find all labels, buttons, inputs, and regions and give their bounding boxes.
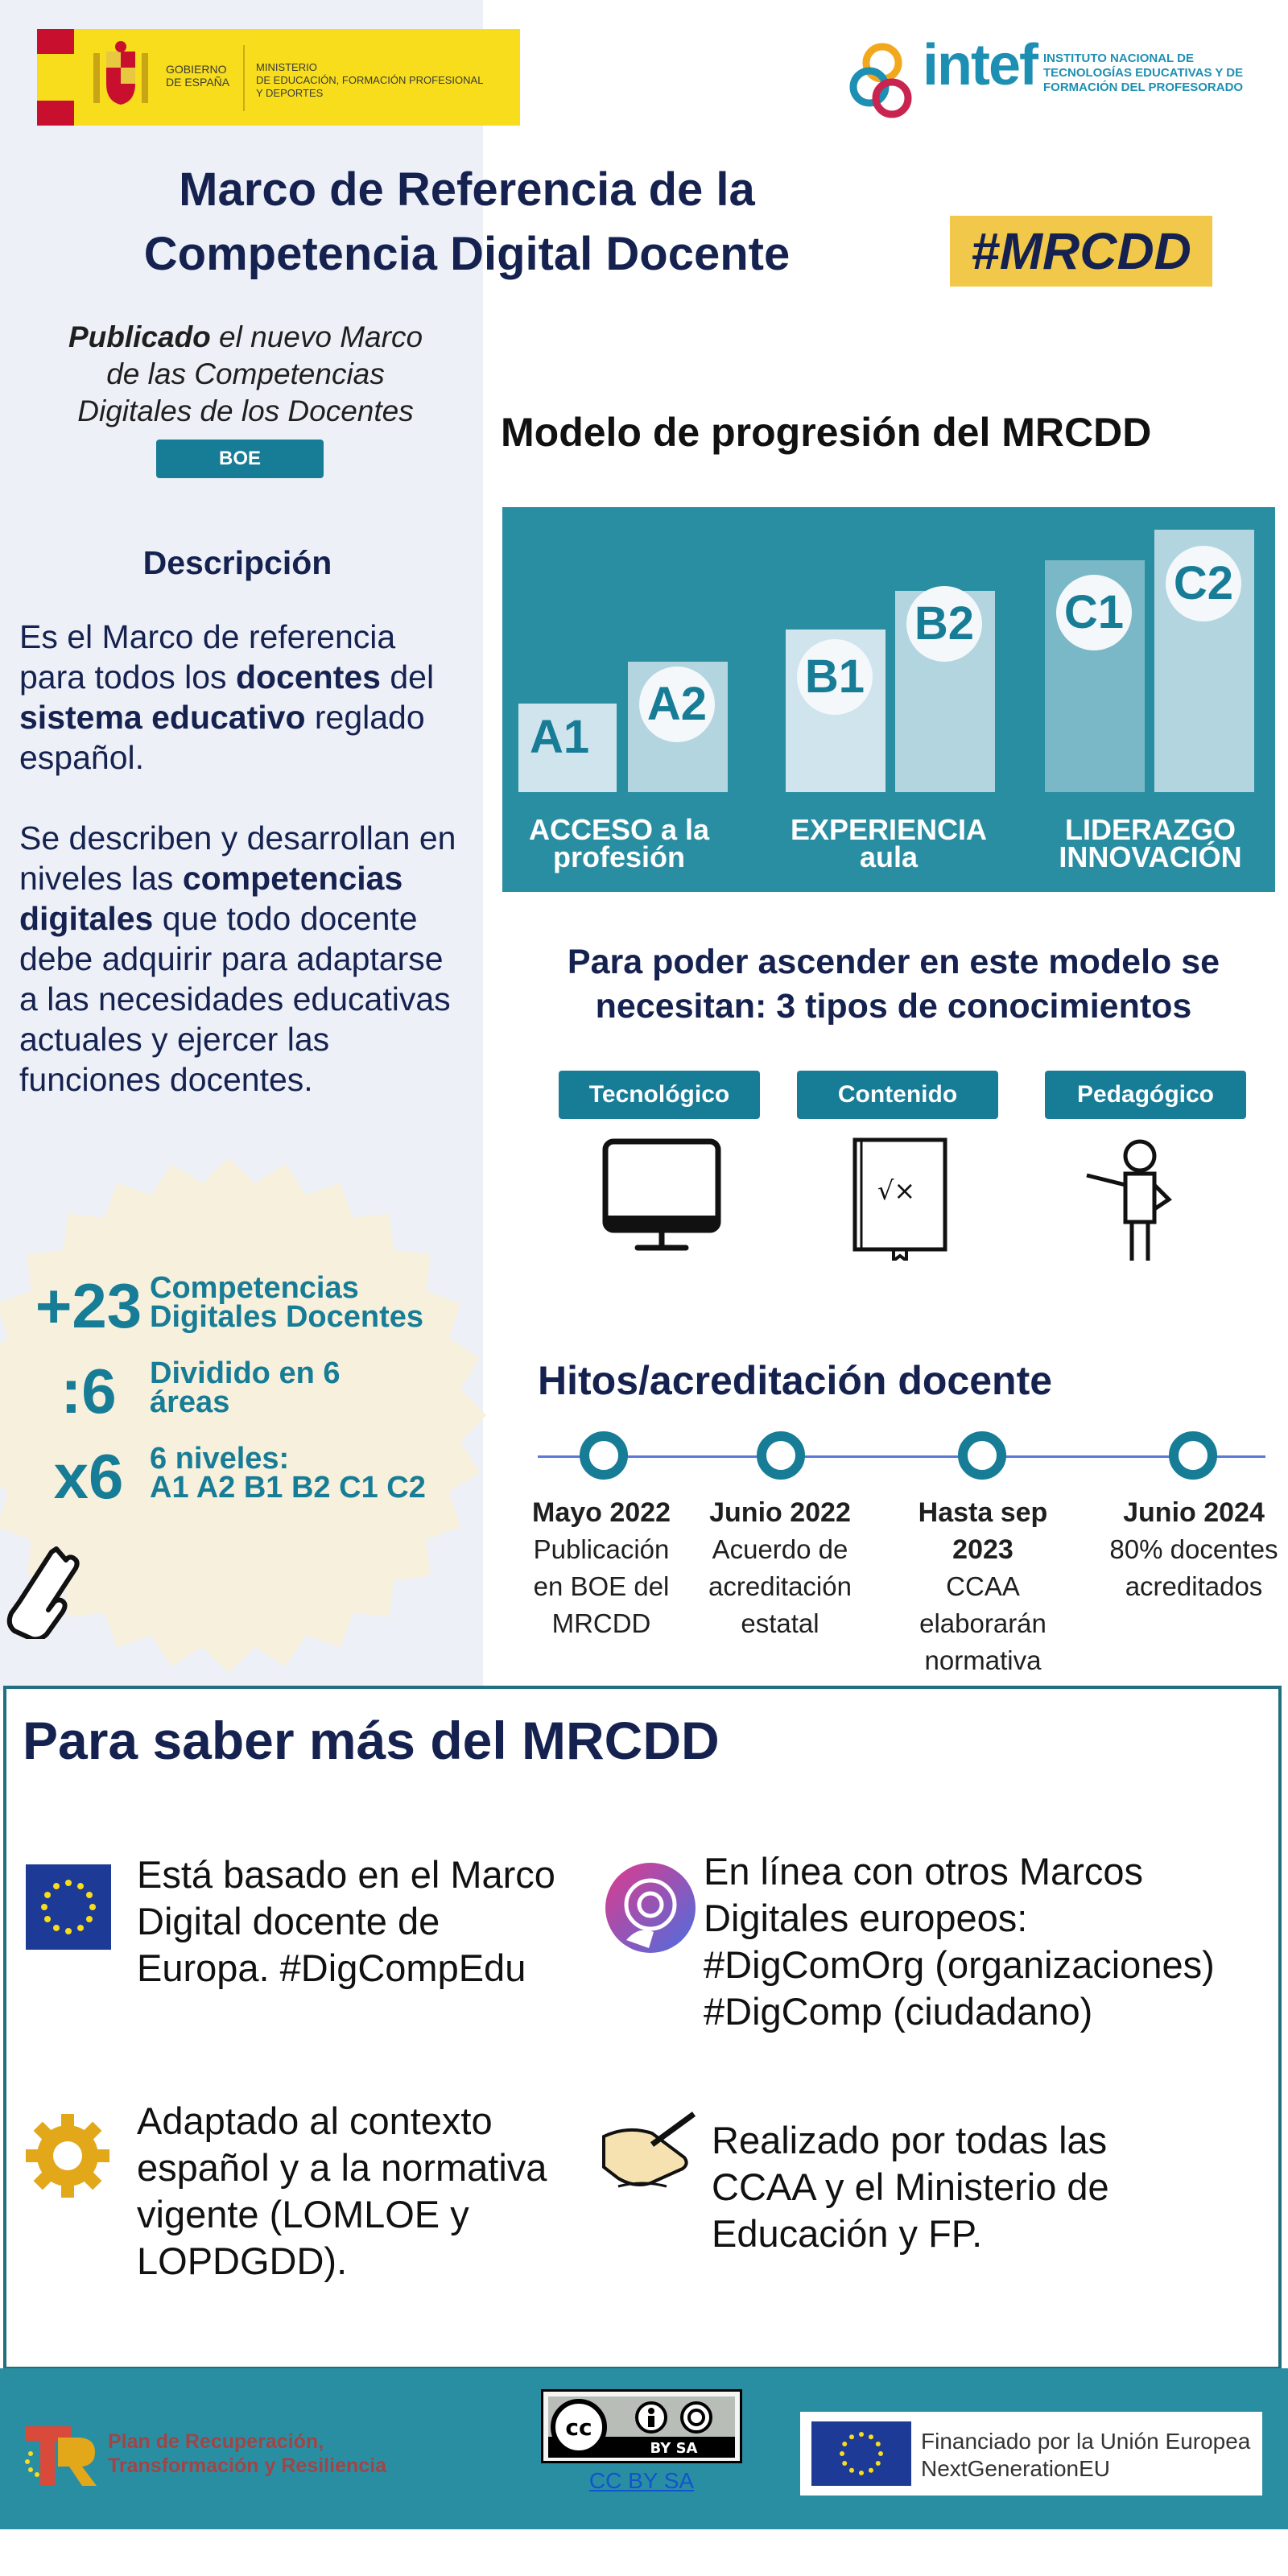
stat-niveles: x6 6 niveles: A1 A2 B1 B2 C1 C2 <box>53 1441 426 1512</box>
eu-funding-logo <box>800 2412 1262 2496</box>
cc-license-link[interactable]: CC BY SA <box>588 2468 695 2493</box>
gear-icon <box>23 2111 113 2201</box>
description-heading: Descripción <box>142 544 332 581</box>
timeline-dot <box>1169 1431 1217 1480</box>
level-b1-badge: B1 <box>797 639 873 715</box>
chip-pedagogico: Pedagógico <box>1045 1071 1246 1119</box>
intef-logo-icon <box>845 40 918 121</box>
coat-of-arms-icon <box>89 40 153 114</box>
level-b2-badge: B2 <box>906 586 982 662</box>
progression-chart <box>502 507 1275 892</box>
info-item-normativa: Adaptado al contexto español y a la normativa vigente (LOMLOE y LOPDGDD). <box>137 2099 547 2282</box>
ministry-label: MINISTERIO DE EDUCACIÓN, FORMACIÓN PROFESIONAL Y DEPORTES <box>256 61 484 99</box>
group-liderazgo-label: LIDERAZGO INNOVACIÓN <box>1059 813 1242 873</box>
svg-text:BY SA: BY SA <box>650 2440 698 2457</box>
logo-divider <box>243 45 245 111</box>
milestone-item: Hasta sep 2023 CCAA elaborarán normativa <box>918 1497 1048 1675</box>
teacher-figure-icon <box>1075 1135 1188 1264</box>
info-item-digcompedu: Está basado en el Marco Digital docente de Europa. #DigCompEdu <box>137 1853 555 1989</box>
intef-wordmark: intef <box>923 33 1037 97</box>
spain-flag-icon <box>37 29 74 126</box>
timeline-dot <box>580 1431 628 1480</box>
monitor-icon <box>597 1135 726 1256</box>
boe-button[interactable]: BOE <box>156 440 324 478</box>
level-c2-badge: C2 <box>1166 546 1241 621</box>
progression-heading: Modelo de progresión del MRCDD <box>501 410 1152 455</box>
group-experiencia-label: EXPERIENCIA aula <box>790 813 988 873</box>
signing-hand-icon <box>599 2109 704 2190</box>
level-a1-label: A1 <box>530 711 590 763</box>
page-title: Marco de Referencia de la Competencia Digital Docente <box>143 163 791 280</box>
info-item-ccaa: Realizado por todas las CCAA y el Ministerio de Educación y FP. <box>712 2119 1109 2255</box>
more-info-heading: Para saber más del MRCDD <box>23 1711 720 1770</box>
recovery-plan-logo-icon <box>21 2421 101 2489</box>
cc-license-badge <box>541 2389 742 2463</box>
milestones-heading: Hitos/acreditación docente <box>538 1358 1053 1403</box>
timeline-dot <box>958 1431 1006 1480</box>
government-logo <box>37 29 520 126</box>
timeline-line <box>538 1455 1265 1458</box>
hashtag-badge: #MRCDD <box>950 216 1212 287</box>
publication-notice: Publicado el nuevo Marco de las Competencias Digitales de los Docentes <box>68 320 423 427</box>
eu-funding-text: Financiado por la Unión Europea NextGenerationEU <box>921 2429 1251 2481</box>
svg-text:cc: cc <box>565 2414 592 2441</box>
book-icon <box>845 1135 950 1261</box>
milestone-item: Mayo 2022 Publicación en BOE del MRCDD <box>532 1497 671 1638</box>
info-item-digcomp: En línea con otros Marcos Digitales europeos: #DigComOrg (organizaciones) #DigComp (ciudadano) <box>704 1850 1215 2033</box>
government-label: GOBIERNO DE ESPAÑA <box>166 63 230 89</box>
stat-areas: :6 Dividido en 6 áreas <box>60 1356 341 1426</box>
recovery-plan-label: Plan de Recuperación, Transformación y Resiliencia <box>108 2430 386 2477</box>
stat-competencias: +23 Competencias Digitales Docentes <box>35 1270 423 1341</box>
level-c1-badge: C1 <box>1056 575 1132 650</box>
eu-flag-icon <box>26 1864 111 1950</box>
timeline-dot <box>757 1431 805 1480</box>
digital-frameworks-icon <box>602 1860 699 1956</box>
cc-by-sa-icon <box>548 2396 735 2458</box>
level-a2-badge: A2 <box>639 667 715 742</box>
chip-tecnologico: Tecnológico <box>559 1071 760 1119</box>
chip-contenido: Contenido <box>797 1071 998 1119</box>
intef-subtitle: INSTITUTO NACIONAL DE TECNOLOGÍAS EDUCATIVAS Y DE FORMACIÓN DEL PROFESORADO <box>1043 52 1244 94</box>
milestone-item: Junio 2022 Acuerdo de acreditación estatal <box>708 1497 852 1638</box>
svg-text:√×: √× <box>877 1175 916 1206</box>
description-text: Es el Marco de referencia para todos los docentes del sistema educativo reglado español. Se describen y desarrollan en niveles las competencias digitales que todo docente debe adquirir para adaptarse a las necesidades educativas actuales y ejercer las funciones docentes. <box>19 618 456 1098</box>
pointing-hand-icon <box>0 1542 89 1639</box>
milestone-item: Junio 2024 80% docentes acreditados <box>1109 1497 1278 1601</box>
eu-flag-small-icon <box>811 2421 911 2486</box>
group-acceso-label: ACCESO a la profesión <box>528 813 710 873</box>
knowledge-heading: Para poder ascender en este modelo se necesitan: 3 tipos de conocimientos <box>567 943 1220 1026</box>
